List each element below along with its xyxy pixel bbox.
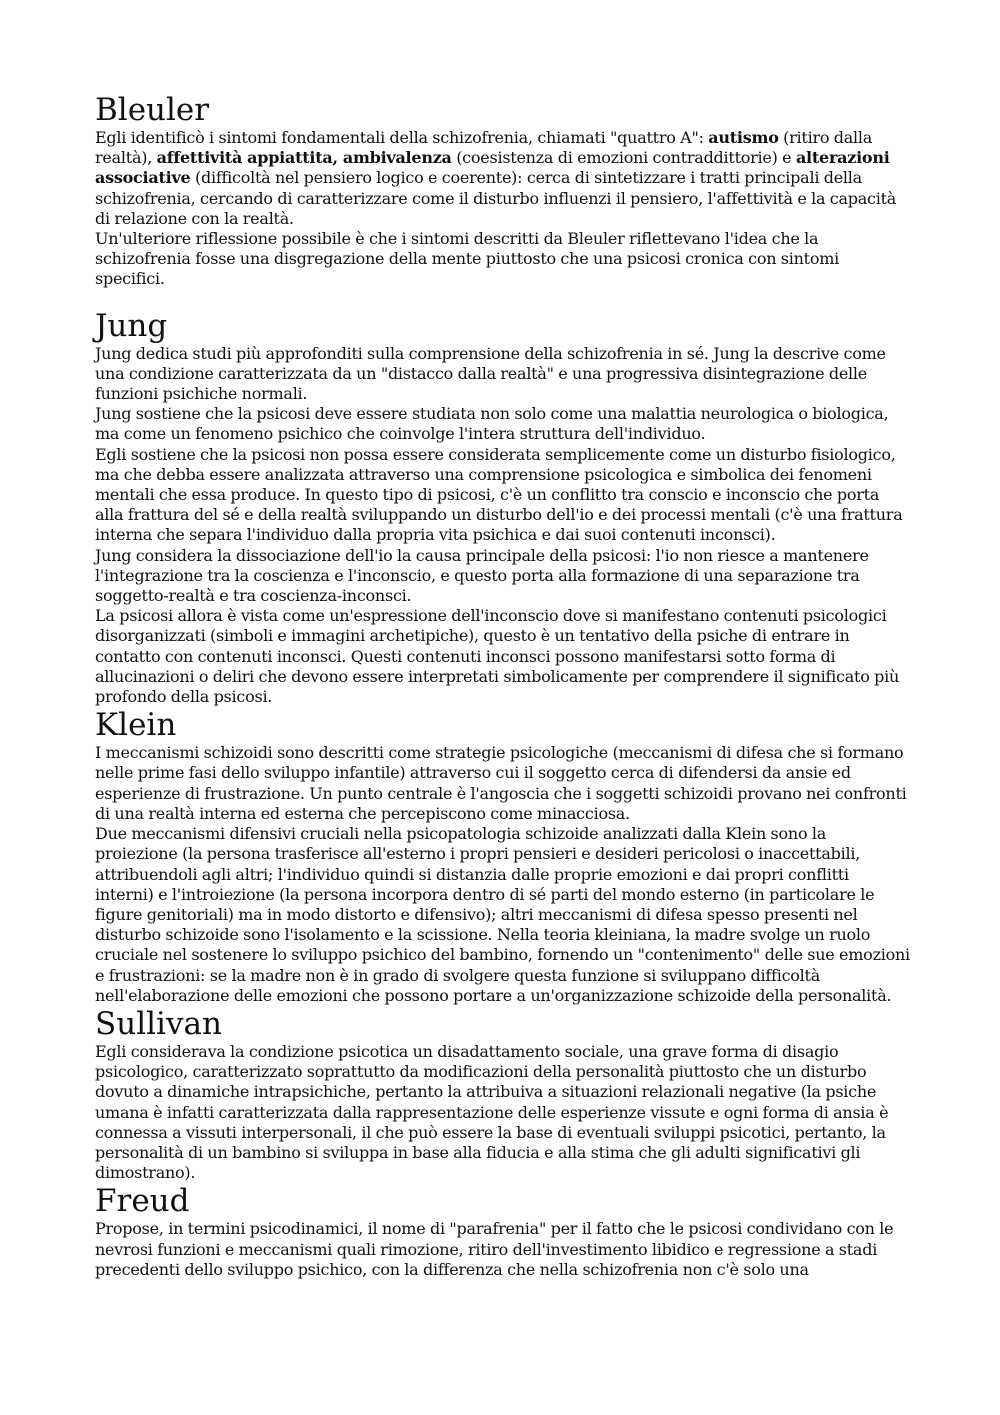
jung-paragraph-4: Jung considera la dissociazione dell'io la causa principale della psicosi: l'io non riesce a mantenere l'integrazione tra la coscienza e l'inconscio, e questo porta alla formazione di una separazione tra soggetto-realtà e tra coscienza-inconsci. xyxy=(95,545,869,606)
klein-paragraph-2: Due meccanismi difensivi cruciali nella psicopatologia schizoide analizzati dalla Klein sono la proiezione (la persona trasferisce all'esterno i propri pensieri e desideri pericolosi o inaccettabili, attribuendoli agli altri; l'individuo quindi si distanzia dalle proprie emozioni e dai propri conflitti interni) e l'introiezione (la persona incorpora dentro di sé parti del mondo esterno (in particolare le figure genitoriali) ma in modo distorto e difensivo); altri meccanismi di difesa spesso presenti nel disturbo schizoide sono l'isolamento e la scissione. Nella teoria kleiniana, la madre svolge un ruolo cruciale nel sostenere lo sviluppo psichico del bambino, fornendo un "contenimento" delle sue emozioni e frustrazioni: se la madre non è in grado di svolgere questa funzione si sviluppano difficoltà nell'elaborazione delle emozioni che possono portare a un'organizzazione schizoide della personalità. xyxy=(95,824,910,1005)
section-freud xyxy=(95,1183,910,1280)
section-sullivan xyxy=(95,1006,910,1183)
section-jung xyxy=(95,308,910,708)
jung-paragraph-5: La psicosi allora è vista come un'espressione dell'inconscio dove si manifestano contenuti psicologici disorganizzati (simboli e immagini archetipiche), questo è un tentativo della psiche di entrare in contatto con contenuti inconsci. Questi contenuti inconsci possono manifestarsi sotto forma di allucinazioni o deliri che devono essere interpretati simbolicamente per comprendere il significato più profondo della psicosi. xyxy=(95,606,900,707)
freud-paragraph-1: Propose, in termini psicodinamici, il nome di "parafrenia" per il fatto che le psicosi condividano con le nevrosi funzioni e meccanismi quali rimozione, ritiro dell'investimento libidico e regressione a stadi precedenti dello sviluppo psichico, con la differenza che nella schizofrenia non c'è solo una xyxy=(95,1219,894,1279)
document-page xyxy=(95,92,910,1280)
bleuler-paragraph-2: Un'ulteriore riflessione possibile è che i sintomi descritti da Bleuler riflettevano l'idea che la schizofrenia fosse una disgregazione della mente piuttosto che una psicosi cronica con sintomi specifici. xyxy=(95,229,840,289)
section-title-klein: Klein xyxy=(95,707,177,744)
bleuler-paragraph-1 xyxy=(95,128,910,229)
klein-paragraph-1: I meccanismi schizoidi sono descritti come strategie psicologiche (meccanismi di difesa che si formano nelle prime fasi dello sviluppo infantile) attraverso cui il soggetto cerca di difendersi da ansie ed esperienze di frustrazione. Un punto centrale è l'angoscia che i soggetti schizoidi provano nei confronti di una realtà interna ed esterna che percepiscono come minacciosa. xyxy=(95,743,907,823)
section-spacer xyxy=(95,290,910,308)
jung-paragraph-2: Jung sostiene che la psicosi deve essere studiata non solo come una malattia neurologica o biologica, ma come un fenomeno psichico che coinvolge l'intera struttura dell'individuo. xyxy=(95,404,889,444)
bold-term-alterazioni: alterazioni associative xyxy=(95,148,890,188)
text-run: (difficoltà nel pensiero logico e coerente): cerca di sintetizzare i tratti principali della schizofrenia, cercando di caratterizzare come il disturbo influenzi il pensiero, l'affettività e la capacità di relazione con la realtà. xyxy=(95,168,897,228)
jung-paragraph-1: Jung dedica studi più approfonditi sulla comprensione della schizofrenia in sé. Jung la descrive come una condizione caratterizzata da un "distacco dalla realtà" e una progressiva disintegrazione delle funzioni psichiche normali. xyxy=(95,343,886,404)
section-title-sullivan: Sullivan xyxy=(95,1005,222,1042)
section-title-jung: Jung xyxy=(95,307,168,344)
section-title-freud: Freud xyxy=(95,1183,190,1220)
bold-term-autismo: autismo xyxy=(708,128,779,147)
text-run: (ritiro dalla realtà), xyxy=(95,128,873,168)
text-run: Egli identificò i sintomi fondamentali della schizofrenia, chiamati "quattro A": xyxy=(95,128,709,147)
section-title-bleuler: Bleuler xyxy=(95,92,210,128)
text-run: (coesistenza di emozioni contraddittorie) e xyxy=(451,148,796,168)
jung-paragraph-3: Egli sostiene che la psicosi non possa essere considerata semplicemente come un disturbo fisiologico, ma che debba essere analizzata attraverso una comprensione psicologica e simbolica dei fenomeni mentali che essa produce. In questo tipo di psicosi, c'è un conflitto tra conscio e inconscio che porta alla frattura del sé e della realtà sviluppando un disturbo dell'io e dei processi mentali (c'è una frattura interna che separa l'individuo dalla propria vita psichica e dai suoi contenuti inconsci). xyxy=(95,444,903,545)
section-bleuler xyxy=(95,92,910,290)
bold-term-affettivita: affettività appiattita, ambivalenza xyxy=(156,148,452,168)
sullivan-paragraph-1: Egli considerava la condizione psicotica un disadattamento sociale, una grave forma di disagio psicologico, caratterizzato soprattutto da modificazioni della personalità piuttosto che un disturbo dovuto a dinamiche intrapsichiche, pertanto la attribuiva a situazioni relazionali negative (la psiche umana è infatti caratterizzata dalla rappresentazione delle esperienze vissute e ogni forma di ansia è connessa a vissuti interpersonali, il che può essere la base di eventuali sviluppi psicotici, pertanto, la personalità di un bambino si sviluppa in base alla fiducia e alla stima che gli adulti significativi gli dimostrano). xyxy=(95,1041,889,1183)
section-klein xyxy=(95,707,910,1006)
